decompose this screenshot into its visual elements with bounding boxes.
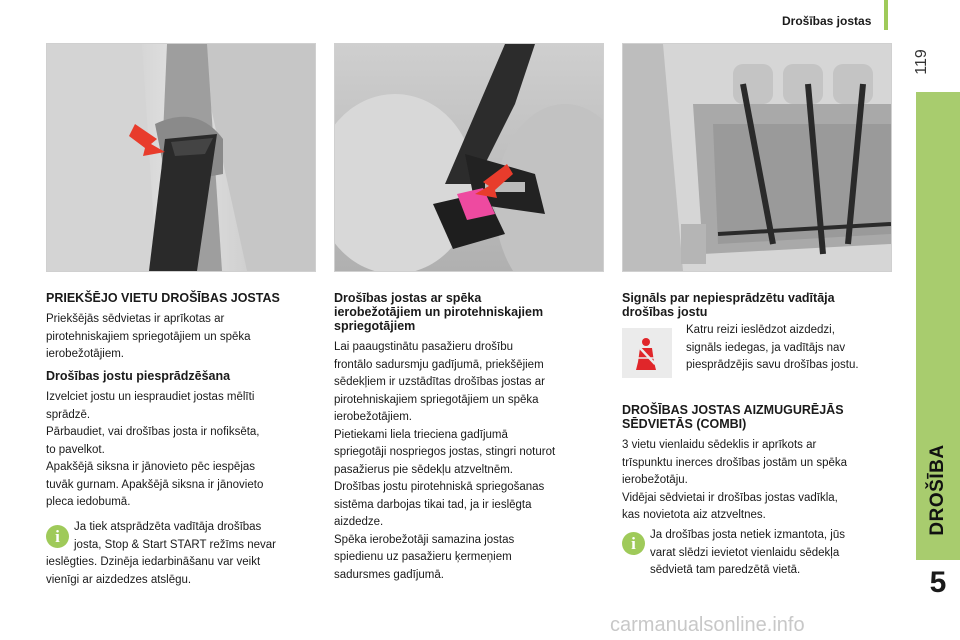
unbuckled-warning-text: Katru reizi ieslēdzot aizdedzi, signāls iedegas, ja vadītājs nav piesprādzējis savu drošības jostu. — [686, 324, 859, 371]
pretensioner-body: Lai paaugstinātu pasažieru drošību frontālo sadursmju gadījumā, priekšējiem sēdekļiem ir uzstādītas drošības jostas ar pirotehniskajiem spriegotājiem un spēka ierobežotājiem. Pietiekami liela trieciena gadījumā spriegotāji nospriegos jostas, stingri noturot pasažierus pie sēdekļu atzveltnēm. Drošības jostu pirotehniskā spriegošanas sistēma darbojas tikai tad, ja ir ieslēgta aizdedze. Spēka ierobežotāji samazina jostas spiedienu uz pasažieru ķermeņiem sadursmes gadījumā. — [334, 341, 556, 581]
chapter-side-label: DROŠĪBA — [927, 444, 948, 536]
front-seatbelts-heading: PRIEKŠĒJO VIETU DROŠĪBAS JOSTAS — [46, 291, 280, 305]
running-header-title: Drošības jostas — [782, 14, 872, 28]
pretensioner-heading: Drošības jostas ar spēka ierobežotājiem un pirotehniskajiem spriegotājiem — [334, 291, 544, 333]
front-seatbelts-intro: Priekšējās sēdvietas ir aprīkotas ar pirotehniskajiem spriegotājiem un spēka ierobežotājiem. — [46, 313, 251, 360]
photo-buckle — [334, 43, 604, 272]
photo-front-belt-guide — [46, 43, 316, 272]
header-accent-bar — [884, 0, 888, 30]
info-icon: i — [622, 532, 645, 555]
fastening-body: Izvelciet jostu un iespraudiet jostas mēlīti sprādzē. Pārbaudiet, vai drošības josta ir nofiksēta, to pavelkot. Apakšējā siksna ir jānovieto pēc iespējas tuvāk gurnam. Apakšējā siksna ir jānovieto pleca iedobumā. — [46, 391, 264, 508]
rear-seatbelts-heading: DROŠĪBAS JOSTAS AIZMUGURĒJĀS SĒDVIETĀS (COMBI) — [622, 403, 844, 431]
stop-start-note: Ja tiek atsprādzēta vadītāja drošības josta, Stop & Start START režīms nevar ieslēgties. Dzinēja iedarbināšanu var veikt vienīgi ar aizdedzes atslēgu. — [46, 521, 276, 586]
watermark: carmanualsonline.info — [610, 614, 805, 636]
fastening-subheading: Drošības jostu piesprādzēšana — [46, 369, 231, 383]
unbuckled-warning-heading: Signāls par nepiesprādzētu vadītāja drošības jostu — [622, 291, 835, 319]
rear-seatbelts-body: 3 vietu vienlaidu sēdeklis ir aprīkots ar trīspunktu inerces drošības jostām un spēka ierobežotāju. Vidējai sēdvietai ir drošības jostas vadīkla, kas novietota aiz atzveltnes. — [622, 439, 848, 521]
photo-rear-seats — [622, 43, 892, 272]
seatbelt-warning-icon — [622, 328, 672, 378]
page-number: 119 — [913, 49, 930, 75]
chapter-number: 5 — [916, 560, 960, 606]
info-icon: i — [46, 525, 69, 548]
rear-buckle-note: Ja drošības josta netiek izmantota, jūs varat slēdzi ievietot vienlaidu sēdekļa sēdvietā tam paredzētā vietā. — [650, 529, 845, 576]
